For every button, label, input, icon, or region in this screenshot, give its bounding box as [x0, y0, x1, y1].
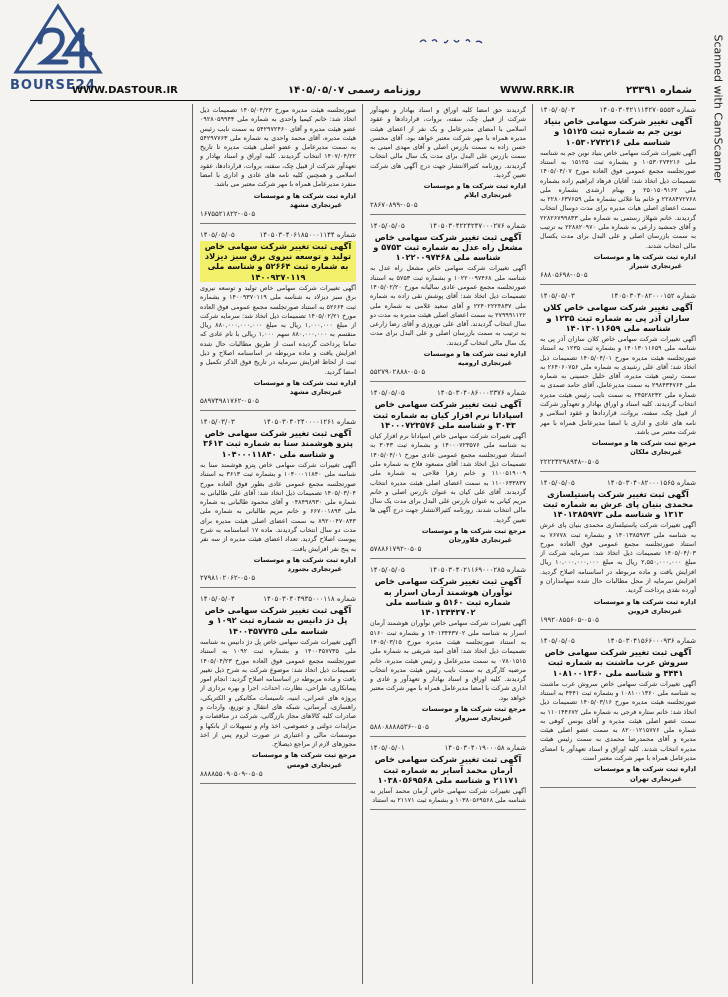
- column-divider: [532, 104, 533, 984]
- notice-code: ۲۲۲۲۴۲۹۸۹۴۸-۰۵۰۵: [540, 457, 599, 466]
- notice-authority: اداره ثبت شرکت ها و موسسات: [593, 252, 696, 261]
- notice-date: ۱۴۰۵/۰۵/۰۴: [200, 595, 235, 604]
- notice: [540, 635, 696, 788]
- column-3: [200, 104, 356, 984]
- notice-authority-city: غیرتجاری بجنورد: [287, 565, 342, 573]
- logo-text: BOURSE24: [10, 78, 96, 93]
- watermark-text: Scanned with CamScanner: [711, 34, 725, 183]
- notice-authority: مرجع ثبت شرکت ها و موسسات: [421, 704, 526, 713]
- notice-authority: مرجع ثبت شرکت ها و موسسات: [591, 439, 696, 448]
- notice-body: آگهی تغییرات شرکت سهامی خاص پترو هوشمند سنا به شناسه ملی ۱۰۴۰۰۰۱۱۸۴۰ و بشماره ثبت ۳۶۱۳ به استناد صورتجلسه مجمع عمومی عادی بطور فوق العاده مورخ ۱۴۰۵/۰۳/۰۴ تصمیمات ذیل اتخاذ شد: آقای علی طالبانی به شماره ملی ۰۴۸۴۹۸۹۳۰ و آقای محمود طالبانی به شماره ملی ۶۶۷۰۰۱۸۹۳ و خانم مریم طالبانی به شماره ملی ۸۹۲۰۰۴۷۰۸۴۳ به سمت اعضای اصلی هیئت مدیره برای مدت دو سال انتخاب گردیدند. ماده ۱۷ اساسنامه به شرح پیوست اصلاح گردید. تعداد اعضای هیئت مدیره از سه نفر به پنج نفر افزایش یافت.: [200, 460, 356, 553]
- notice-authority: مرجع ثبت شرکت ها و موسسات: [421, 526, 526, 535]
- notice-body: آگهی تغییرات شرکت سهامی خاص مشعل راه عدل به شناسه ملی ۱۰۲۲۰۰۹۷۴۶۸ و بشماره ثبت ۵۷۵۳ به استناد صورتجلسه مجمع عمومی عادی سالیانه مورخ ۱۴۰۵/۰۲/۲۰ تصمیمات ذیل اتخاذ شد: آقای پوشش نقی زاده به شماره ملی ۲۲۴۰۲۲۲۴۸۳۷ و آقای سعید غلامی به شماره ملی ۲۷۹۹۹۱۱۲۲ به سمت اعضای اصلی هیئت مدیره به مدت دو سال انتخاب گردیدند. آقای علی نوروزی و آقای رضا زارعی به ترتیب به سمت بازرسان اصلی و علی البدل برای مدت یک سال مالی انتخاب گردیدند.: [370, 264, 526, 347]
- notice-authority: اداره ثبت شرکت ها و موسسات: [423, 182, 526, 191]
- notice-body: آگهی تغییرات شرکت سهامی خاص آرمان محمد آسایر به شناسه ملی ۱۰۳۸۰۵۶۹۵۶۸ و بشماره ثبت ۲۱۱۷۱ به استناد: [370, 787, 526, 805]
- notice-authority: اداره ثبت شرکت ها و موسسات: [593, 765, 696, 774]
- notice-authority: اداره ثبت شرکت ها و موسسات: [593, 597, 696, 606]
- notice-code: ۶۸۸۰۵۶۹۸-۰۵۰۵: [540, 271, 588, 280]
- notice-code: ۵۷۸۸۶۱۷۹۲-۰۵۰۵: [370, 545, 422, 554]
- notice: [200, 416, 356, 588]
- notice-code: ۲۷۹۸۱۰۲۰۶۲-۰۵۰۵: [200, 574, 256, 583]
- notice-body: گردیدند حق امضا کلیه اوراق و اسناد بهادار و تعهدآور شرکت از قبیل چک، سفته، بروات، قراردادها و عقود اسلامی با امضای مدیرعامل و یک نفر از اعضای هیئت مدیره همراه با مهر شرکت معتبر خواهد بود. آقای محسن حسن زاده به سمت بازرس اصلی و آقای مهدی امینی به سمت بازرس علی البدل برای مدت یک سال مالی انتخاب گردیدند. روزنامه کثیرالانتشار جهت درج آگهی های شرکت تعیین گردید.: [370, 106, 526, 179]
- notice-authority-city: غیرتجاری سبزوار: [455, 714, 512, 723]
- notice-columns: [30, 104, 696, 984]
- notice-body: آگهی تغییرات شرکت سهامی خاص بنیاد نوین جم به شناسه ملی ۱۰۵۳۰۲۷۴۲۱۶ و بشماره ثبت ۱۵۱۲۵ به استناد صورتجلسه مجمع عمومی فوق العاده مورخ ۱۴۰۵/۰۴/۰۷ تصمیمات ذیل اتخاذ شد: آقایان فرهاد ابراهیم زاده بشماره ملی ۲۵۰۱۵۰۹۱۶۲ و بهنام ارشدی بشماره ملی ۲۲۸۸۴۷۲۷۶۸ و خانم بتا علائی بشماره ملی ۲۲۸۰۶۳۷۶۵۹ به سمت اعضای اصلی هیات مدیره برای مدت دوسال انتخاب گردیدند. خانم شهلاز رستمی به شماره ملی ۲۲۸۲۶۷۹۹۸۳۳ و آقای جمشید زارعی به شماره ملی ۲۲۸۸۲۰۹۷۰ به ترتیب به سمت بازرسان اصلی و علی البدل برای مدت یکسال مالی انتخاب شدند.: [540, 148, 696, 250]
- notice-number: شماره ۱۴۰۵۰۳۰۴۰۴۹۳۵۰۰۰۱۱۸: [263, 595, 356, 604]
- notice-number: شماره ۱۴۰۵۰۳۰۴۱۵۶۶۰۰۰۹۳۶: [606, 637, 696, 645]
- notice-authority: اداره ثبت شرکت ها و موسسات: [423, 349, 526, 358]
- notice-code: ۵۸۸۰۸۸۸۸۵۳۶-۰۵۰۵: [370, 723, 429, 732]
- notice-title: آگهی ثبت تغییر شرکت سهامی خاص مشعل راه عدل به شماره ثبت ۵۷۵۳ و شناسه ملی ۱۰۲۲۰۰۹۷۴۶۸: [373, 231, 523, 263]
- newspaper-header: [30, 82, 696, 101]
- camscanner-watermark: [708, 12, 725, 212]
- notice-number: شماره ۱۴۰۵۰۳۰۴۲۱۱۱۴۲۷۰۵۵۵۳: [599, 106, 696, 114]
- notice-number: شماره ۱۴۰۵۰۳۰۴۲۲۴۲۴۷۰۰۰۲۷۶: [429, 221, 526, 230]
- notice-date: ۱۴۰۵/۰۳/۰۳: [200, 418, 235, 427]
- notice-title: آگهی ثبت تغییر شرکت سهامی خاص پل دژ دانیس به شماره ثبت ۱۰۹۲ و شناسه ملی ۱۴۰۰۴۵۷۷۳۵: [204, 605, 352, 636]
- notice-date: ۱۴۰۵/۰۵/۰۱: [370, 744, 405, 753]
- notice-title: آگهی ثبت تغییر شرکت پاستیلسازی محمدی بنیان پای عرش به شماره ثبت ۱۳۱۳ و شناسه ملی ۱۴۰۱۳۸۵۹۷۳: [542, 488, 694, 520]
- notice-authority-city: غیرتجاری شیراز: [629, 262, 682, 271]
- notice-date: ۱۴۰۵/۰۵/۰۳: [540, 292, 575, 301]
- notice-body: آگهی تغییرات شرکت سهامی خاص پل دژ دانیس به شناسه ملی ۱۴۰۰۴۵۷۷۳۵ و بشماره ثبت ۱۰۹۲ به استناد صورتجلسه مجمع عمومی فوق العاده مورخ ۱۴۰۵/۰۴/۲۳ تصمیمات ذیل اتخاذ شد: موضوع شرکت به شرح ذیل تغییر یافت و ماده مربوطه در اساسنامه اصلاح گردید: انجام امور پیمانکاری، طراحی، نظارت، احداث، اجرا و بهره برداری از پروژه های عمرانی، ابنیه، تاسیسات مکانیکی و الکتریکی، راهسازی، آبرسانی، شبکه های انتقال و توزیع، واردات و صادرات کلیه کالاهای مجاز بازرگانی، شرکت در مناقصات و مزایدات دولتی و خصوصی، اخذ وام و تسهیلات از بانکها و موسسات مالی و اعتباری در صورت لزوم پس از اخذ مجوزهای لازم از مراجع ذیصلاح.: [200, 637, 356, 749]
- notice-body: آگهی تغییرات شرکت سهامی خاص سروش عرب ماشنت به شناسه ملی ۱۰۸۱۰۰۱۳۶۰ و بشماره ثبت ۴۴۴۱ به استناد صورتجلسه هیئت مدیره مورخ ۱۴۰۵/۰۳/۱۶ تصمیمات ذیل اتخاذ شد: خانم ستاره فرجی به شماره ملی ۱۱۰۱۴۴۶۷۲ به سمت عضو اصلی هیئت مدیره و آقای یونس کوهی به شماره ملی ۸۲۰۰۱۲۱۵۷۷۶ به سمت عضو اصلی هیئت مدیره و آقای محمدرضا محمدی به سمت رئیس هیئت مدیره انتخاب شدند. کلیه اوراق و اسناد تعهدآور با امضای مدیرعامل همراه با مهر شرکت معتبر است.: [540, 679, 696, 762]
- notice-code: ۵۸۹۷۴۹۸۱۷۶۲-۰۵۰۵: [200, 397, 259, 406]
- notice-authority-city: غیرتجاری مشهد: [289, 388, 342, 396]
- column-divider: [362, 104, 363, 984]
- notice-date: ۱۴۰۵/۰۵/۰۵: [540, 478, 575, 487]
- notice: [200, 104, 356, 224]
- notice-code: ۱۹۹۲۰۸۵۵۶۰۵-۰۵۰۵: [540, 616, 599, 624]
- notice-number: شماره ۱۴۰۵۰۳۰۴۰۶۱۸۵۰۰۰۱۱۴۴: [259, 230, 356, 239]
- notice-number: شماره ۱۴۰۵۰۳۰۴۰۸۲۰۰۰۱۵۶۵: [606, 478, 696, 487]
- notice: [370, 220, 526, 383]
- notice-body: آگهی تغییرات شرکت سهامی خاص کلان سازان آذر پی به شناسه ملی ۱۴۰۱۳۰۱۱۶۵۹ و بشماره ثبت ۱۲۳۵ به استناد صورتجلسه هیئت مدیره مورخ ۱۴۰۵/۰۴/۰۱ تصمیمات ذیل اتخاذ شد: آقای علی رشیدی به شماره ملی ۲۶۴۰۶۰۷۵۶ به سمت رئیس هیئت مدیره، آقای خلیل حسینی به شماره ملی ۲۹۸۴۳۴۷۶۴ به سمت مدیرعامل، آقای حامد صمدی به شماره ملی ۲۴۵۲۸۲۳۲ به سمت نایب رئیس هیئت مدیره انتخاب گردیدند. کلیه اسناد و اوراق بهادار و تعهدآور شرکت از قبیل چک، سفته، بروات، قراردادها و عقود اسلامی و نامه های عادی و اداری با امضا مدیرعامل همراه با مهر شرکت معتبر می باشد.: [540, 335, 696, 436]
- highlighted-notice-title: آگهی ثبت تغییر شرکت سهامی خاص تولید و توسعه نیروی برق سبز دیزلاد به شماره ثبت ۵۲۶۶۴ و شناسه ملی ۱۴۰۰۹۳۷۰۱۱۹: [200, 241, 356, 282]
- notice-title: آگهی ثبت تغییر شرکت سهامی خاص سروش عرب ماشنت به شماره ثبت ۴۴۴۱ و شناسه ملی ۱۰۸۱۰۰۱۳۶۰: [544, 647, 692, 678]
- notice-date: ۱۴۰۵/۰۵/۰۵: [370, 566, 405, 575]
- notice-number: شماره ۱۴۰۵۰۳۰۴۰۸۶۰۰۰۲۳۷۶: [436, 389, 526, 398]
- notice-body: آگهی تغییرات شرکت پاستیلسازی محمدی بنیان پای عرش به شناسه ملی ۱۴۰۱۳۸۵۹۷۳ و بشماره ثبت ۷۶۷۷۸ به استناد صورتجلسه مجمع عمومی فوق العاده مورخ ۱۴۰۵/۰۴/۰۳ تصمیمات ذیل اتخاذ شد: سرمایه شرکت از مبلغ ۲,۵۵۰,۰۰۰,۰۰۰ ریال به مبلغ ۱۰,۰۰۰,۰۰۰,۰۰۰ ریال افزایش یافت و ماده مربوطه در اساسنامه اصلاح گردید. افزایش سرمایه از محل مطالبات حال شده سهامداران و آورده نقدی پرداخت گردید.: [540, 521, 696, 595]
- notice-title: آگهی ثبت تغییر شرکت سهامی خاص آرمان محمد آسایر به شماره ثبت ۲۱۱۷۱ و شناسه ملی ۱۰۳۸۰۵۶۹۵۶۸: [374, 754, 522, 785]
- column-2: [370, 104, 526, 984]
- notice-title: آگهی ثبت تغییر شرکت سهامی خاص اسپادانا نرم افزار کیان به شماره ثبت ۳۰۴۳ و شناسه ملی ۱۴۰۰۰۷۲۳۵۷۶: [373, 399, 523, 430]
- bourse24-logo: [4, 2, 112, 93]
- notice: [200, 229, 356, 411]
- notice-date: ۱۴۰۵/۰۵/۰۵: [370, 221, 405, 230]
- notice-title: آگهی تغییر شرکت سهامی خاص بنیاد نوین جم به شماره ثبت ۱۵۱۲۵ و شناسه ملی ۱۰۵۳۰۲۷۴۲۱۶: [543, 116, 693, 147]
- notice-body: آگهی تغییرات شرکت سهامی خاص تولید و توسعه نیروی برق سبز دیزلاد به شناسه ملی ۱۴۰۰۹۳۷۰۱۱۹ و بشماره ثبت ۵۲۶۶۴ به استناد صورتجلسه مجمع عمومی فوق العاده مورخ ۱۴۰۵/۰۲/۲۱ تصمیمات ذیل اتخاذ شد: سرمایه شرکت از مبلغ ۱,۰۰۰,۰۰۰ ریال به مبلغ ۸۸۰,۰۰۰,۰۰۰,۰۰۰ ریال منقسم به ۸۸۰,۰۰۰,۰۰۰ سهم ۱,۰۰۰ ریالی با نام عادی که تماما پرداخت گردیده است از طریق مطالبات حال شده افزایش یافت و ماده مربوطه در اساسنامه اصلاح و ذیل ثبت از لحاظ افزایش سرمایه در تاریخ فوق الذکر تکمیل و امضا گردید.: [200, 283, 356, 376]
- notice-authority: اداره ثبت شرکت ها و موسسات: [253, 378, 356, 387]
- issue-number: شماره ۲۳۳۹۱: [626, 85, 692, 96]
- notice-code: ۲۸۶۷۰۸۹۹-۰۵۰۵: [370, 200, 418, 209]
- notice-body: آگهی تغییرات شرکت سهامی خاص نوآوران هوشمند آرمان اسرار به شناسه ملی ۱۴۰۱۳۴۴۳۷۰۲ و بشماره ثبت ۵۱۶۰ به استناد صورتجلسه هیئت مدیره مورخ ۱۴۰۵/۰۳/۱۵ تصمیمات ذیل اتخاذ شد: آقای امید شریفی به شماره ملی ۰۷۸۰۱۵۱۵ به سمت مدیرعامل و رئیس هیئت مدیره، خانم مرضیه کارگری به سمت نایب رئیس هیئت مدیره انتخاب گردیدند. کلیه اوراق و اسناد بهادار و تعهدآور و عادی و اداری شرکت با امضا مدیرعامل همراه با مهر شرکت معتبر خواهد بود.: [370, 619, 526, 702]
- notice-date: ۱۴۰۵/۰۵/۰۵: [370, 389, 405, 398]
- notice-number: شماره ۱۴۰۵۰۳۰۴۰۱۹۰۰۰۵۸: [444, 744, 526, 753]
- notice: [540, 290, 696, 471]
- notice: [370, 742, 526, 809]
- notice: [370, 104, 526, 215]
- notice-body: صورتجلسه هیئت مدیره مورخ ۱۴۰۵/۰۴/۲۲ تصمیمات ذیل اتخاذ شد: خانم کیمیا واحدی به شماره ملی ۰۹۲۸۰۵۹۹۴۴ عضو هیئت مدیره و آقای ۵۴۲۹۷۲۴۶۰ به سمت نایب رئیس هیئت مدیره، آقای محمد واحدی به شماره ملی ۵۴۲۹۷۷۶۳ به سمت مدیرعامل و عضو اصلی هیئت مدیره تا تاریخ ۱۴۰۷/۰۴/۲۲ انتخاب گردیدند. کلیه اوراق و اسناد بهادار و تعهدآور شرکت از قبیل چک، سفته، بروات، قراردادها، عقود اسلامی و همچنین کلیه نامه های عادی و اداری با امضا منفرد مدیرعامل همراه با مهر شرکت معتبر می باشد.: [200, 106, 356, 189]
- notice-authority: اداره ثبت شرکت ها و موسسات: [253, 555, 356, 564]
- notice-number: شماره ۱۴۰۵۰۳۰۴۰۲۱۱۶۹۰۰۰۲۸۵: [429, 566, 526, 575]
- notice-authority: مرجع ثبت شرکت ها و موسسات: [251, 751, 356, 760]
- notice-title: آگهی ثبت تغییر شرکت سهامی خاص پترو هوشمند سنا به شماره ثبت ۳۶۱۳ و شناسه ملی ۱۰۴۰۰۰۱۱۸۴۰: [203, 428, 353, 459]
- notice-authority-city: غیرتجاری فلاورجان: [448, 536, 512, 545]
- notice-number: شماره ۱۴۰۵۰۳۰۴۰۲۴۰۰۰۰۱۲۶۱: [263, 418, 356, 427]
- bourse24-logo-mark: [4, 2, 112, 80]
- notice-title: آگهی ثبت تغییر شرکت سهامی خاص نوآوران هوشمند آرمان اسرار به شماره ثبت ۵۱۶۰ و شناسه ملی ۱۴۰۱۳۴۴۳۷۰۲: [374, 576, 522, 618]
- handwritten-mark: [418, 34, 488, 48]
- header-website-right: WWW.RRK.IR: [500, 85, 575, 96]
- header-website-left: WWW.DASTOUR.IR: [72, 85, 178, 96]
- notice: [370, 564, 526, 737]
- notice-date: ۱۴۰۵/۰۵/۰۵: [540, 637, 575, 645]
- notice: [200, 593, 356, 784]
- notice-date: ۱۴۰۵/۰۵/۰۳: [540, 106, 575, 114]
- notice-body: آگهی تغییرات شرکت سهامی خاص اسپادانا نرم افزار کیان به شناسه ملی ۱۴۰۰۰۷۲۳۵۷۶ و بشماره ثبت ۳۰۴۳ به استناد صورتجلسه مجمع عمومی عادی مورخ ۱۴۰۵/۰۴/۰۱ تصمیمات ذیل اتخاذ شد: آقای مسعود فلاح به شماره ملی ۱۱۰۰۵۱۹۰۰۹ و خانم زهرا فلاحی به شماره ملی ۱۱۰۰۶۳۳۸۳۷ به سمت اعضای اصلی هیئت مدیره انتخاب گردیدند. آقای علی کیان به عنوان بازرس اصلی و خانم مریم کیانی به عنوان بازرس علی البدل برای مدت یک سال مالی انتخاب شدند. روزنامه کثیرالانتشار جهت درج آگهی ها تعیین گردید.: [370, 432, 526, 524]
- notice-authority-city: غیرتجاری ملکان: [630, 448, 682, 457]
- notice-authority-city: غیرتجاری تهران: [630, 774, 682, 783]
- notice-code: ۱۶۷۵۵۲۱۸۲۲-۰۵۰۵: [200, 209, 256, 218]
- paper-title-date: روزنامه رسمی ۱۴۰۵/۰۵/۰۷: [288, 85, 422, 96]
- column-divider: [192, 104, 193, 984]
- notice-date: ۱۴۰۵/۰۵/۰۵: [200, 230, 235, 239]
- notice-title: آگهی تغییر شرکت سهامی خاص کلان سازان آذر پی به شماره ثبت ۱۲۳۵ و شناسه ملی ۱۴۰۱۳۰۱۱۶۵۹: [543, 302, 693, 333]
- notice: [540, 104, 696, 285]
- column-4: [30, 104, 186, 984]
- notice-authority-city: غیرتجاری ایلام: [464, 191, 512, 200]
- notice: [540, 477, 696, 630]
- notice-authority-city: غیرتجاری قزوین: [627, 606, 682, 615]
- notice-authority: اداره ثبت شرکت ها و موسسات: [253, 191, 356, 200]
- notice-code: ۸۸۸۸۵۵۰۹۰۵۰۹-۰۵۰۵: [200, 769, 263, 778]
- notice-authority-city: غیرتجاری ارومیه: [457, 359, 512, 368]
- notice-authority-city: غیرتجاری قومس: [287, 760, 342, 769]
- notice-authority-city: غیرتجاری مشهد: [289, 200, 342, 209]
- notice: [370, 387, 526, 559]
- column-1: [540, 104, 696, 984]
- notice-number: شماره ۱۴۰۵۰۳۰۴۰۸۲۰۰۰۱۵۲: [610, 292, 696, 301]
- notice-code: ۵۵۲۷۹۰۲۸۸۸-۰۵۰۵: [370, 368, 426, 377]
